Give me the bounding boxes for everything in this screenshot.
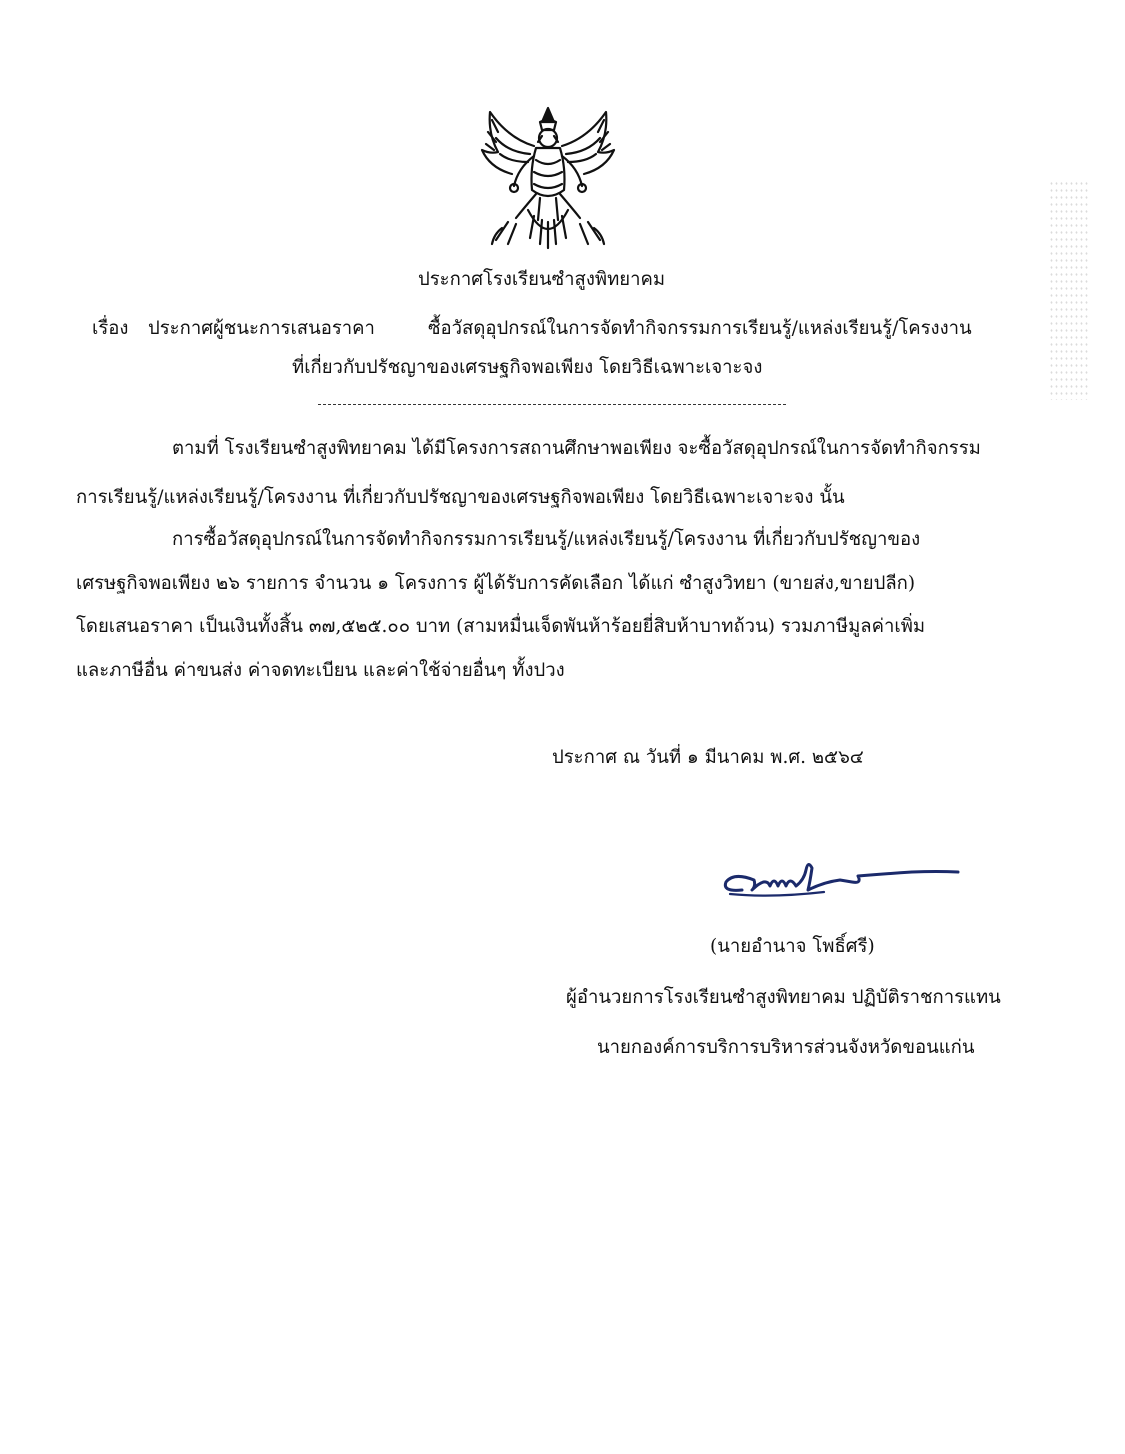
body-line: การซื้อวัสดุอุปกรณ์ในการจัดทำกิจกรรมการเรียนรู้/แหล่งเรียนรู้/โครงงาน ที่เกี่ยวกับปรัชญาของ <box>172 529 921 550</box>
body-line: เศรษฐกิจพอเพียง ๒๖ รายการ จำนวน ๑ โครงการ ผู้ได้รับการคัดเลือก ได้แก่ ซำสูงวิทยา (ขายส่ง,ขายปลีก) <box>76 573 916 594</box>
announcement-title: ประกาศโรงเรียนซำสูงพิทยาคม <box>418 269 666 290</box>
handwritten-signature <box>712 846 962 906</box>
garuda-emblem-icon <box>468 98 628 258</box>
body-line: และภาษีอื่น ค่าขนส่ง ค่าจดทะเบียน และค่าใช้จ่ายอื่นๆ ทั้งปวง <box>76 660 565 681</box>
subject-item-continued: ที่เกี่ยวกับปรัชญาของเศรษฐกิจพอเพียง โดยวิธีเฉพาะเจาะจง <box>292 357 763 378</box>
body-line: ตามที่ โรงเรียนซำสูงพิทยาคม ได้มีโครงการสถานศึกษาพอเพียง จะซื้อวัสดุอุปกรณ์ในการจัดทำกิจกรรม <box>172 438 981 459</box>
subject-item: ซื้อวัสดุอุปกรณ์ในการจัดทำกิจกรรมการเรียนรู้/แหล่งเรียนรู้/โครงงาน <box>428 318 972 339</box>
body-line: การเรียนรู้/แหล่งเรียนรู้/โครงงาน ที่เกี่ยวกับปรัชญาของเศรษฐกิจพอเพียง โดยวิธีเฉพาะเจาะจง นั้น <box>76 487 845 508</box>
signatory-position: ผู้อำนวยการโรงเรียนซำสูงพิทยาคม ปฏิบัติราชการแทน <box>566 987 1001 1008</box>
announcement-date: ประกาศ ณ วันที่ ๑ มีนาคม พ.ศ. ๒๕๖๔ <box>552 747 864 768</box>
subject-text: ประกาศผู้ชนะการเสนอราคา <box>148 318 375 339</box>
subject-label: เรื่อง <box>92 318 129 339</box>
section-divider <box>318 404 786 405</box>
body-line: โดยเสนอราคา เป็นเงินทั้งสิ้น ๓๗,๕๒๕.๐๐ บาท (สามหมื่นเจ็ดพันห้าร้อยยี่สิบห้าบาทถ้วน) รวมภาษีมูลค่าเพิ่ม <box>76 616 926 637</box>
signatory-name: (นายอำนาจ โพธิ์ศรี) <box>710 936 875 957</box>
signatory-position-secondary: นายกองค์การบริการบริหารส่วนจังหวัดขอนแก่น <box>597 1037 975 1058</box>
scan-edge-noise <box>1049 180 1089 400</box>
